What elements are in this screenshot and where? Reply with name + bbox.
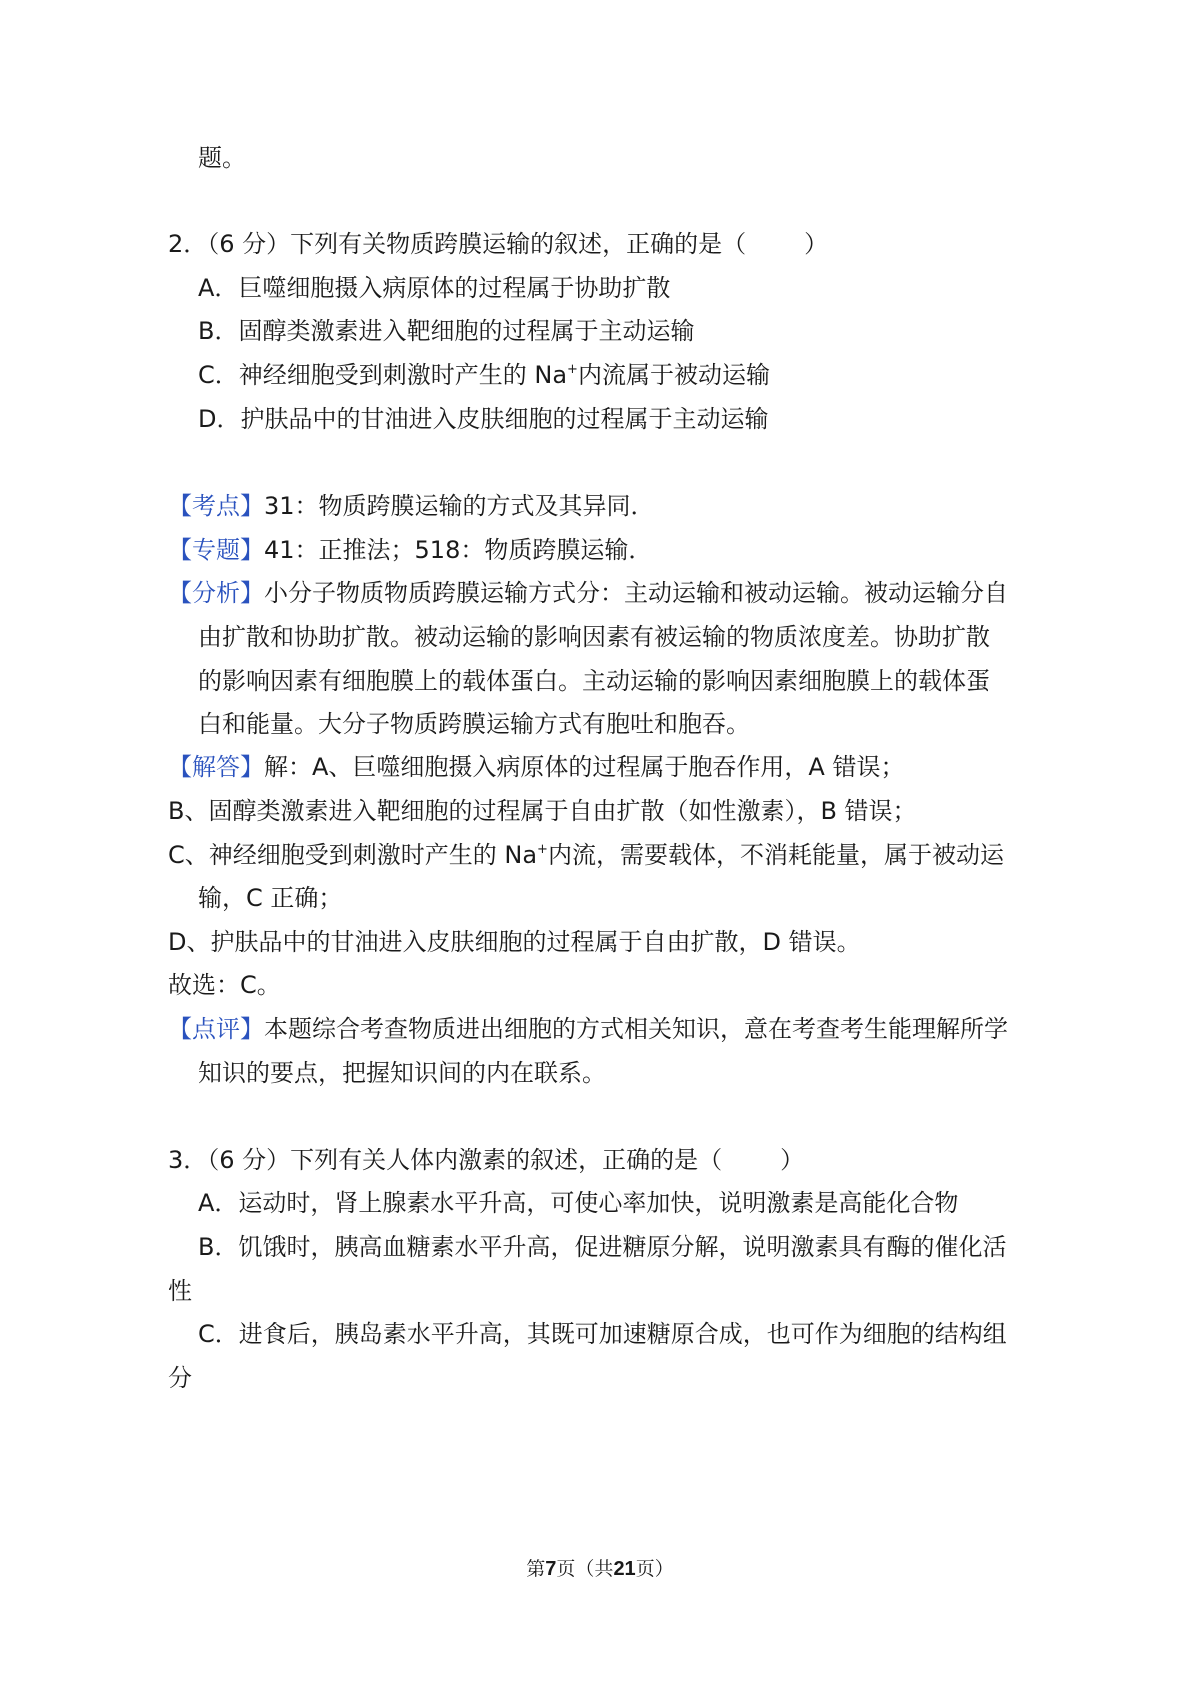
zhuanti-line [168,534,652,566]
fenxi-text-1: 小分子物质物质跨膜运输方式分：主动运输和被动运输。被动运输分自 [264,579,1008,607]
jieda-text-1: 解：A、巨噬细胞摄入病原体的过程属于胞吞作用，A 错误； [264,753,905,781]
kaodian-line [168,490,655,522]
jieda-line-5: D、护肤品中的甘油进入皮肤细胞的过程属于自由扩散，D 错误。 [168,928,861,956]
q2-option-d: D．护肤品中的甘油进入皮肤细胞的过程属于主动运输 [198,405,769,433]
zhuanti-label: 【专题】 [168,536,264,564]
page-footer [0,1556,1200,1582]
q3-stem-prefix: 3．（6 分）下列有关人体内激素的叙述，正确的是（ [168,1146,723,1174]
q2-option-c [198,359,770,391]
jieda-line-4: 输，C 正确； [198,884,343,912]
q3-option-c-line-1: C．进食后，胰岛素水平升高，其既可加速糖原合成，也可作为细胞的结构组 [198,1320,1007,1348]
carry-over-text: 题。 [198,144,246,172]
q3-stem-suffix: ） [780,1146,805,1174]
q2-stem-prefix: 2．（6 分）下列有关物质跨膜运输的叙述，正确的是（ [168,230,747,258]
q2-stem [168,228,828,260]
q3-option-b-line-2: 性 [168,1277,192,1305]
dianping-line-2: 知识的要点，把握知识间的内在联系。 [198,1059,606,1087]
footer-pre: 第 [526,1558,546,1580]
q2-option-c-sup: + [567,362,578,377]
footer-post: 页） [635,1558,674,1580]
q3-option-b-line-1: B．饥饿时，胰高血糖素水平升高，促进糖原分解，说明激素具有酶的催化活 [198,1233,1007,1261]
jieda-label: 【解答】 [168,753,264,781]
dianping-line-1 [168,1013,1008,1045]
q3-option-c-line-2: 分 [168,1364,192,1392]
kaodian-text: 31：物质跨膜运输的方式及其异同． [264,492,655,520]
fenxi-line-4: 白和能量。大分子物质跨膜运输方式有胞吐和胞吞。 [198,710,750,738]
dianping-text-1: 本题综合考查物质进出细胞的方式相关知识，意在考查考生能理解所学 [264,1015,1008,1043]
fenxi-line-3: 的影响因素有细胞膜上的载体蛋白。主动运输的影响因素细胞膜上的载体蛋 [198,667,990,695]
kaodian-label: 【考点】 [168,492,264,520]
fenxi-line-2: 由扩散和协助扩散。被动运输的影响因素有被运输的物质浓度差。协助扩散 [198,623,990,651]
footer-mid: 页（共 [556,1558,614,1580]
fenxi-label: 【分析】 [168,579,264,607]
q2-option-c-text: C．神经细胞受到刺激时产生的 Na [198,361,568,389]
q2-option-a: A．巨噬细胞摄入病原体的过程属于协助扩散 [198,274,671,302]
zhuanti-text: 41：正推法；518：物质跨膜运输． [264,536,653,564]
fenxi-line-1 [168,577,1008,609]
jieda-sup: + [537,842,548,857]
jieda-text-3-end: 内流，需要载体，不消耗能量，属于被动运 [547,841,1004,869]
answer-line: 故选：C。 [168,971,281,999]
dianping-label: 【点评】 [168,1015,264,1043]
q3-stem [168,1144,804,1176]
q2-stem-suffix: ） [804,230,829,258]
q2-option-b: B．固醇类激素进入靶细胞的过程属于主动运输 [198,317,695,345]
jieda-line-1 [168,751,904,783]
q2-option-c-text-end: 内流属于被动运输 [577,361,770,389]
jieda-line-3 [168,839,1004,871]
footer-page-number: 7 [545,1558,557,1580]
jieda-line-2: B、固醇类激素进入靶细胞的过程属于自由扩散（如性激素），B 错误； [168,797,917,825]
footer-total-pages: 21 [613,1558,636,1580]
jieda-text-3: C、神经细胞受到刺激时产生的 Na [168,841,538,869]
q3-option-a: A．运动时，肾上腺素水平升高，可使心率加快，说明激素是高能化合物 [198,1189,959,1217]
